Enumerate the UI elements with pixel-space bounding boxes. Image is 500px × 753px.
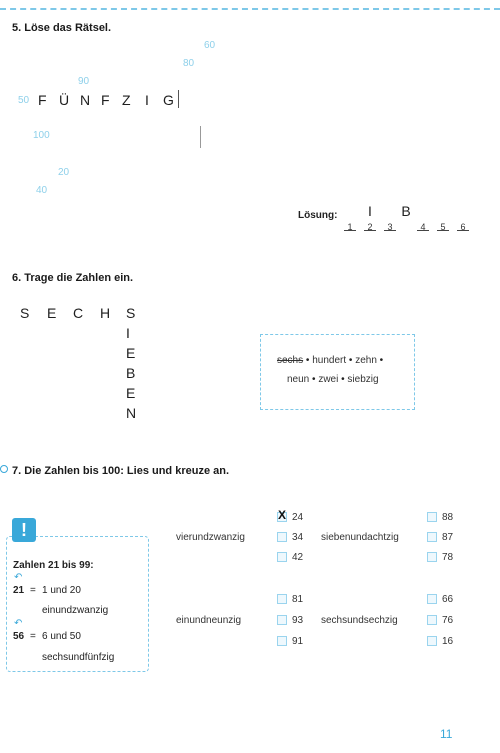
crossword-letter: N <box>126 405 137 421</box>
solution-index: 1 <box>347 222 353 232</box>
example-word: einundzwanzig <box>42 605 109 616</box>
bullet: • <box>379 355 384 366</box>
option-number: 93 <box>292 615 304 626</box>
checkbox[interactable] <box>277 615 287 625</box>
option-number: 42 <box>292 552 304 563</box>
word-struck: sechs <box>277 355 304 366</box>
check-mark: X <box>278 508 287 522</box>
example-number: 21 <box>13 585 25 596</box>
bullet: • <box>341 374 345 385</box>
option-number: 91 <box>292 636 304 647</box>
checkbox[interactable] <box>277 532 287 542</box>
number-word: vierundzwanzig <box>176 532 245 543</box>
puzzle-letter: I <box>145 92 149 108</box>
checkbox[interactable] <box>427 552 437 562</box>
task7-heading: 7. Die Zahlen bis 100: Lies und kreuze an. <box>12 465 230 477</box>
example-text: 6 und 50 <box>42 631 81 642</box>
word: zwei <box>318 374 339 385</box>
crossword-letter: B <box>126 365 136 381</box>
option-number: 81 <box>292 594 304 605</box>
solution-letter: I <box>368 203 372 219</box>
puzzle-letter: Z <box>122 92 131 108</box>
checkbox[interactable] <box>277 594 287 604</box>
crossword-letter: E <box>126 345 136 361</box>
crossword-letter: C <box>73 305 84 321</box>
crossword-letter: E <box>126 385 136 401</box>
clue-number-50: 50 <box>18 95 30 106</box>
word-bank-box <box>260 334 415 410</box>
word-bank-line1 <box>277 355 383 366</box>
solution-label: Lösung: <box>298 210 338 221</box>
number-word: sechsundsechzig <box>321 615 398 626</box>
clue-number-20: 20 <box>58 167 70 178</box>
example-word: sechsundfünfzig <box>42 652 115 663</box>
word: siebzig <box>347 374 379 385</box>
word: neun <box>287 374 310 385</box>
clue-number-100: 100 <box>33 130 50 141</box>
crossword-letter: E <box>47 305 57 321</box>
puzzle-letter: F <box>38 92 47 108</box>
option-number: 78 <box>442 552 454 563</box>
equals-sign: = <box>30 585 36 596</box>
word: zehn <box>355 355 377 366</box>
curved-arrow-icon: ↶ <box>14 618 23 629</box>
bullet: • <box>312 374 316 385</box>
task6-heading: 6. Trage die Zahlen ein. <box>12 272 134 284</box>
number-word: siebenundachtzig <box>321 532 399 543</box>
task5-heading: 5. Löse das Rätsel. <box>12 22 112 34</box>
solution-index: 4 <box>420 222 426 232</box>
option-number: 87 <box>442 532 454 543</box>
equals-sign: = <box>30 631 36 642</box>
example-text: 1 und 20 <box>42 585 81 596</box>
clue-number-80: 80 <box>183 58 195 69</box>
circle-icon <box>0 465 8 473</box>
checkbox[interactable] <box>277 552 287 562</box>
example-number: 56 <box>13 631 25 642</box>
option-number: 34 <box>292 532 304 543</box>
clue-number-40: 40 <box>36 185 48 196</box>
checkbox[interactable] <box>427 636 437 646</box>
puzzle-letter: N <box>80 92 91 108</box>
text-cursor <box>178 90 179 108</box>
checkbox[interactable] <box>427 615 437 625</box>
crossword-letter: I <box>126 325 130 341</box>
checkbox[interactable] <box>277 636 287 646</box>
number-word: einundneunzig <box>176 615 242 626</box>
solution-letter: B <box>401 203 411 219</box>
crossword-letter: H <box>100 305 111 321</box>
info-title: Zahlen 21 bis 99: <box>13 560 94 571</box>
option-number: 88 <box>442 512 454 523</box>
word: hundert <box>312 355 347 366</box>
option-number: 66 <box>442 594 454 605</box>
exclamation-badge: ! <box>12 518 36 542</box>
curved-arrow-icon: ↶ <box>14 572 23 583</box>
word-bank-line2 <box>287 374 379 385</box>
checkbox[interactable] <box>427 512 437 522</box>
crossword-letter: S <box>126 305 136 321</box>
solution-index: 3 <box>387 222 393 232</box>
option-number: 16 <box>442 636 454 647</box>
puzzle-letter: F <box>101 92 110 108</box>
crossword-letter: S <box>20 305 30 321</box>
puzzle-letter: Ü <box>59 92 70 108</box>
bullet: • <box>348 355 353 366</box>
grid-line <box>200 126 201 148</box>
page-number: 11 <box>440 727 453 741</box>
solution-index: 6 <box>460 222 466 232</box>
clue-number-60: 60 <box>204 40 216 51</box>
option-number: 24 <box>292 512 304 523</box>
checkbox[interactable] <box>427 532 437 542</box>
solution-index: 2 <box>367 222 373 232</box>
option-number: 76 <box>442 615 454 626</box>
clue-number-90: 90 <box>78 76 90 87</box>
puzzle-letter: G <box>163 92 174 108</box>
solution-index: 5 <box>440 222 446 232</box>
bullet: • <box>305 355 310 366</box>
checkbox[interactable] <box>427 594 437 604</box>
top-dashed-rule <box>0 8 500 10</box>
